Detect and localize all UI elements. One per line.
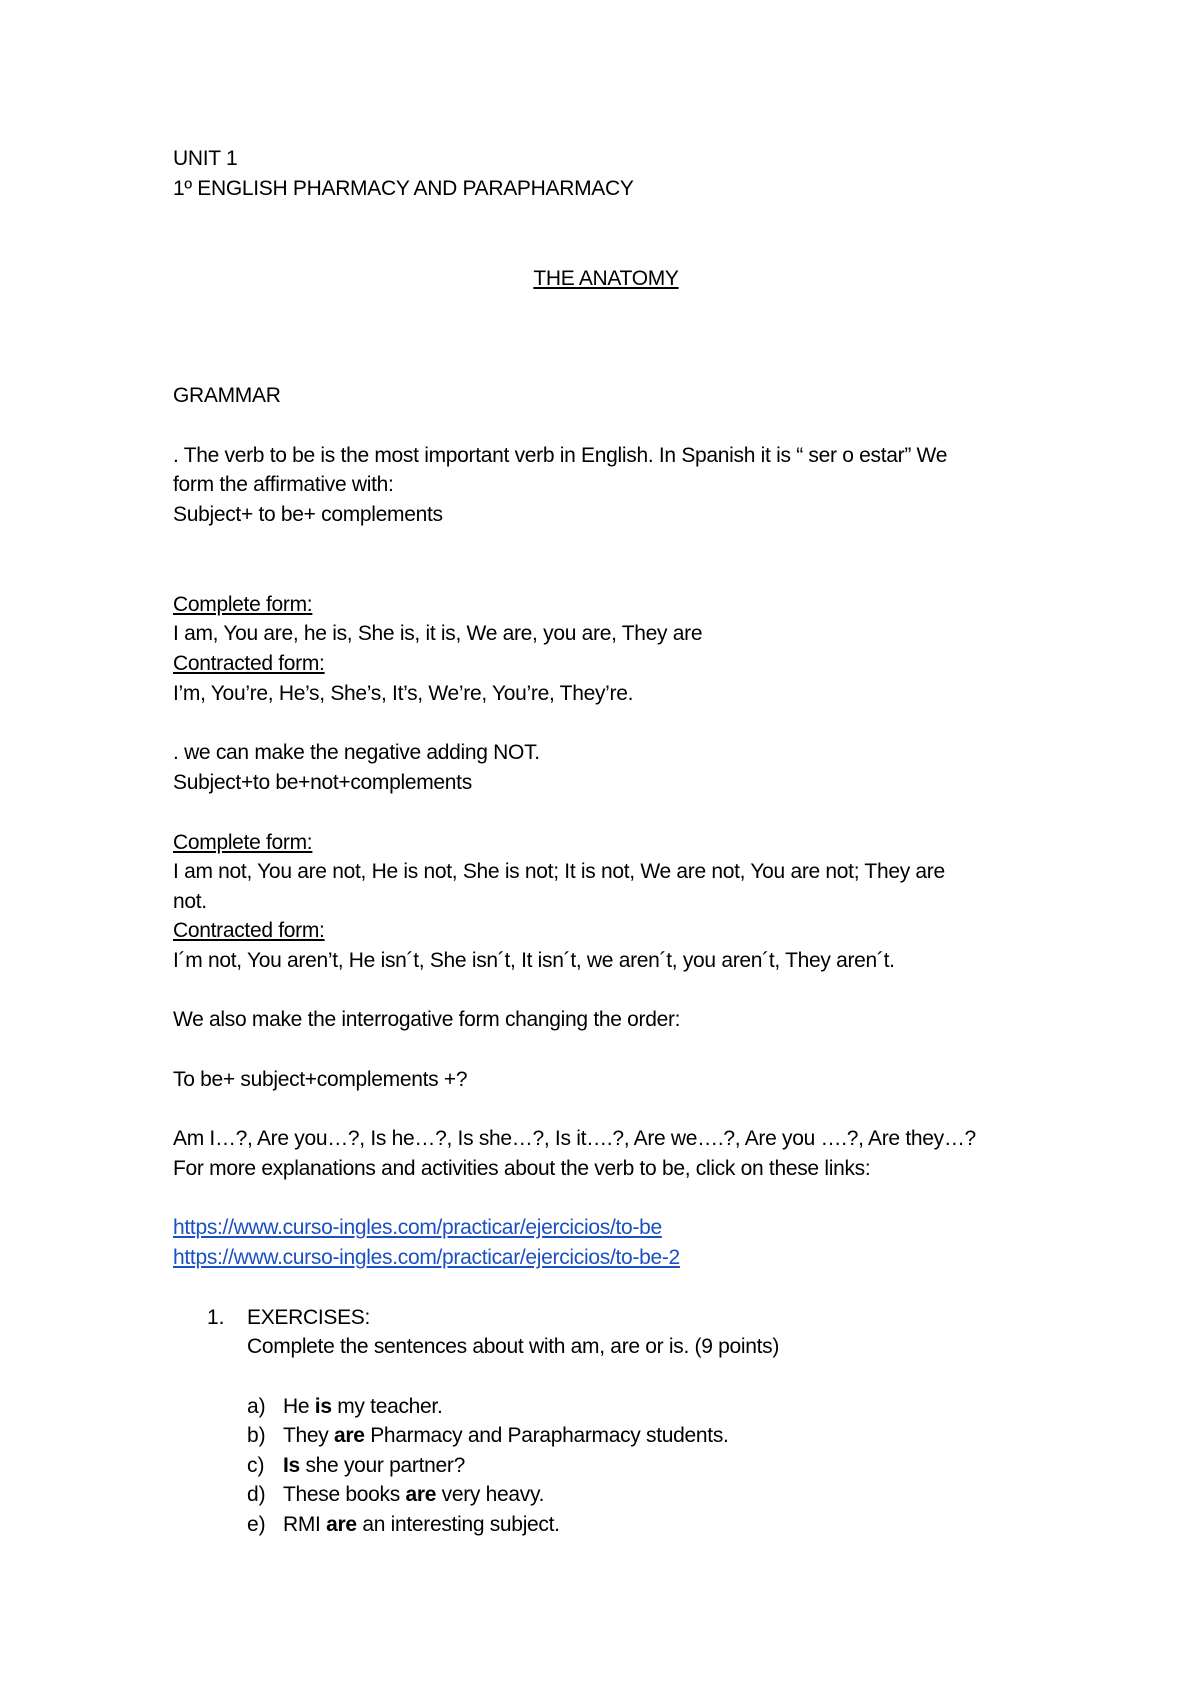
item-label: b) bbox=[247, 1424, 266, 1447]
links-intro: For more explanations and activities about the verb to be, click on these links: bbox=[173, 1157, 871, 1180]
item-text-after: Pharmacy and Parapharmacy students. bbox=[364, 1424, 729, 1447]
item-text-before: RMI bbox=[283, 1513, 327, 1536]
negative-contracted-forms: I´m not, You aren’t, He isn´t, She isn´t, It isn´t, we aren´t, you aren´t, They aren´t. bbox=[173, 949, 895, 972]
item-answer: are bbox=[334, 1424, 365, 1447]
item-answer: are bbox=[405, 1483, 437, 1506]
unit-label: UNIT 1 bbox=[173, 147, 238, 170]
negative-contracted-label: Contracted form: bbox=[173, 919, 325, 942]
section-heading-grammar: GRAMMAR bbox=[173, 384, 281, 407]
exercise-item bbox=[283, 1392, 443, 1421]
exercises-instruction: Complete the sentences about with am, are or is. (9 points) bbox=[247, 1335, 780, 1358]
interrogative-formula: To be+ subject+complements +? bbox=[173, 1068, 468, 1091]
negative-complete-forms-line-1: I am not, You are not, He is not, She is not; It is not, We are not, You are not; They are bbox=[173, 860, 945, 883]
item-answer: are bbox=[326, 1513, 357, 1536]
exercise-number: 1. bbox=[207, 1306, 225, 1329]
affirmative-complete-label: Complete form: bbox=[173, 593, 313, 616]
exercise-item bbox=[283, 1510, 560, 1539]
negative-formula: Subject+to be+not+complements bbox=[173, 771, 472, 794]
item-text-before: These books bbox=[283, 1483, 406, 1506]
grammar-intro-line-2: form the affirmative with: bbox=[173, 473, 394, 496]
item-label: d) bbox=[247, 1483, 266, 1506]
negative-intro: . we can make the negative adding NOT. bbox=[173, 741, 540, 764]
course-name: 1º ENGLISH PHARMACY AND PARAPHARMACY bbox=[173, 177, 634, 200]
interrogative-examples: Am I…?, Are you…?, Is he…?, Is she…?, Is it….?, Are we….?, Are you ….?, Are they…? bbox=[173, 1127, 976, 1150]
affirmative-contracted-label: Contracted form: bbox=[173, 652, 325, 675]
item-text-after: my teacher. bbox=[331, 1395, 443, 1418]
exercise-item bbox=[283, 1421, 729, 1450]
exercise-item bbox=[283, 1451, 465, 1480]
negative-complete-label: Complete form: bbox=[173, 831, 313, 854]
exercises-heading: EXERCISES: bbox=[247, 1306, 371, 1329]
grammar-intro-line-1: . The verb to be is the most important verb in English. In Spanish it is “ ser o estar” We bbox=[173, 444, 948, 467]
item-text-after: an interesting subject. bbox=[356, 1513, 560, 1536]
link-to-be[interactable]: https://www.curso-ingles.com/practicar/ejercicios/to-be bbox=[173, 1216, 662, 1239]
affirmative-contracted-forms: I’m, You’re, He’s, She’s, It’s, We’re, You’re, They’re. bbox=[173, 682, 634, 705]
item-label: c) bbox=[247, 1454, 265, 1477]
item-text-before: They bbox=[283, 1424, 335, 1447]
page-title: THE ANATOMY bbox=[533, 267, 679, 290]
affirmative-formula: Subject+ to be+ complements bbox=[173, 503, 443, 526]
link-to-be-2[interactable]: https://www.curso-ingles.com/practicar/ejercicios/to-be-2 bbox=[173, 1246, 680, 1269]
item-text-before: He bbox=[283, 1395, 315, 1418]
item-text-after: she your partner? bbox=[299, 1454, 465, 1477]
item-text-after: very heavy. bbox=[436, 1483, 545, 1506]
interrogative-intro: We also make the interrogative form changing the order: bbox=[173, 1008, 681, 1031]
item-answer: Is bbox=[283, 1454, 300, 1477]
exercise-item bbox=[283, 1480, 544, 1509]
item-label: e) bbox=[247, 1513, 266, 1536]
item-answer: is bbox=[314, 1395, 332, 1418]
negative-complete-forms-line-2: not. bbox=[173, 890, 207, 913]
affirmative-complete-forms: I am, You are, he is, She is, it is, We are, you are, They are bbox=[173, 622, 703, 645]
item-label: a) bbox=[247, 1395, 266, 1418]
